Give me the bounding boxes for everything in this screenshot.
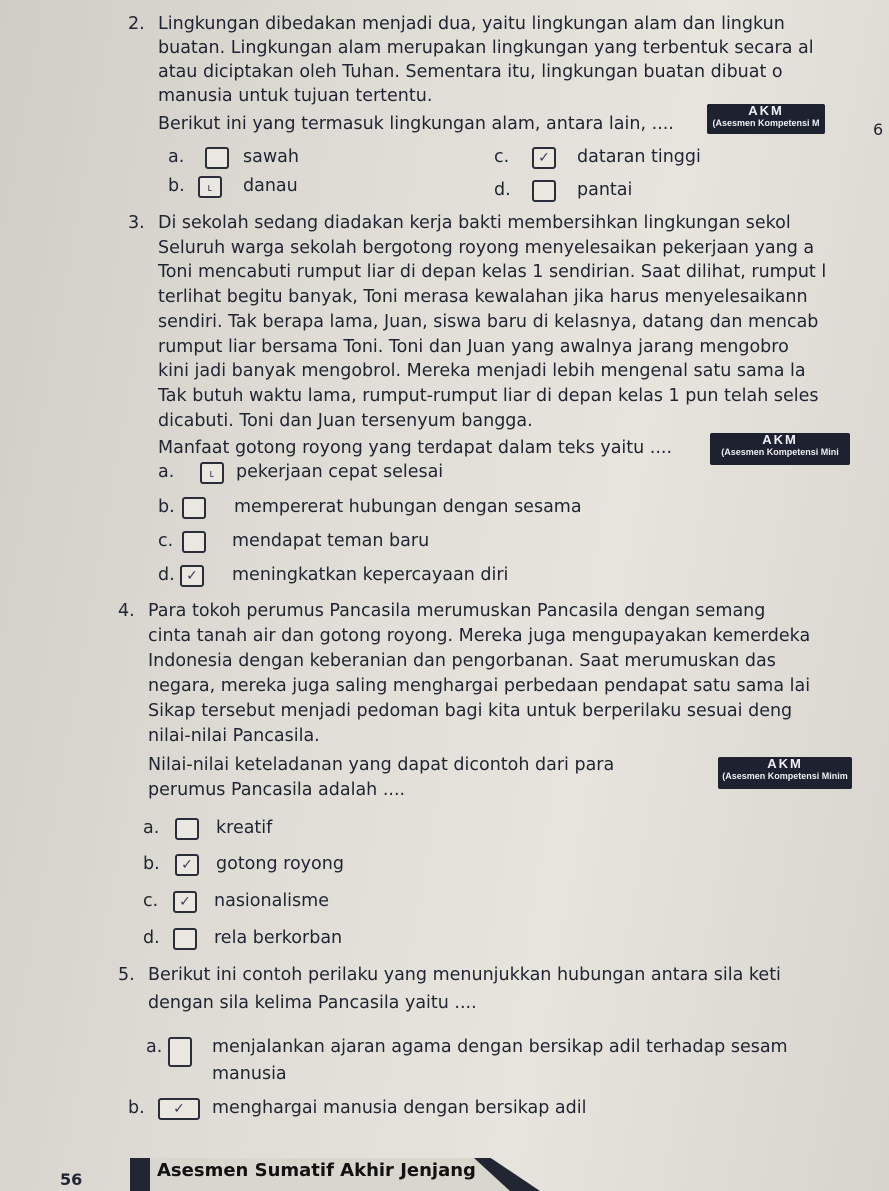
akm-subtitle: (Asesmen Kompetensi Mini <box>721 447 839 457</box>
answer-checkbox[interactable] <box>182 497 206 519</box>
question-text-line: negara, mereka juga saling menghargai perbedaan pendapat satu sama lai <box>148 676 811 696</box>
option-text: rela berkorban <box>214 928 343 948</box>
question-text-line: Sikap tersebut menjadi pedoman bagi kita untuk berperilaku sesuai deng <box>148 701 793 721</box>
option-text: mempererat hubungan dengan sesama <box>234 497 582 517</box>
question-text-line: manusia untuk tujuan tertentu. <box>158 86 433 106</box>
option-letter: a. <box>143 818 160 838</box>
answer-checkbox[interactable] <box>168 1037 192 1067</box>
option-letter: a. <box>146 1037 163 1057</box>
akm-title: AKM <box>762 433 798 447</box>
question-number: 4. <box>118 601 135 621</box>
answer-checkbox[interactable] <box>173 928 197 950</box>
option-letter: c. <box>143 891 159 911</box>
option-letter: b. <box>158 497 175 517</box>
option-text-continued: manusia <box>212 1064 287 1084</box>
answer-checkbox[interactable]: ✓ <box>180 565 204 587</box>
question-prompt: perumus Pancasila adalah .... <box>148 780 406 800</box>
question-number: 5. <box>118 965 135 985</box>
akm-badge <box>718 757 852 789</box>
question-text-line: kini jadi banyak mengobrol. Mereka menjadi lebih mengenal satu sama la <box>158 361 806 381</box>
option-letter: a. <box>158 462 175 482</box>
option-text: dataran tinggi <box>577 147 701 167</box>
option-text: nasionalisme <box>214 891 329 911</box>
answer-checkbox[interactable]: ✓ <box>532 147 556 169</box>
option-text: meningkatkan kepercayaan diri <box>232 565 509 585</box>
question-text-line: buatan. Lingkungan alam merupakan lingkungan yang terbentuk secara al <box>158 38 814 58</box>
question-prompt: dengan sila kelima Pancasila yaitu .... <box>148 993 477 1013</box>
answer-checkbox[interactable]: ✓ <box>173 891 197 913</box>
question-text-line: sendiri. Tak berapa lama, Juan, siswa baru di kelasnya, datang dan mencab <box>158 312 819 332</box>
question-prompt: Berikut ini yang termasuk lingkungan alam, antara lain, .... <box>158 114 674 134</box>
akm-subtitle: (Asesmen Kompetensi Minim <box>722 771 848 781</box>
question-text-line: cinta tanah air dan gotong royong. Mereka juga mengupayakan kemerdeka <box>148 626 811 646</box>
answer-checkbox[interactable]: ✓ <box>175 854 199 876</box>
question-text-line: Toni mencabuti rumput liar di depan kelas 1 sendirian. Saat dilihat, rumput l <box>158 262 827 282</box>
akm-badge <box>710 433 850 465</box>
side-page-number: 6 <box>873 120 884 139</box>
question-text-line: Para tokoh perumus Pancasila merumuskan Pancasila dengan semang <box>148 601 766 621</box>
option-letter: d. <box>494 180 511 200</box>
option-letter: d. <box>158 565 175 585</box>
question-number: 2. <box>128 14 145 34</box>
question-text-line: terlihat begitu banyak, Toni merasa kewalahan jika harus menyelesaikann <box>158 287 808 307</box>
option-letter: d. <box>143 928 160 948</box>
option-text: gotong royong <box>216 854 344 874</box>
answer-checkbox[interactable]: ˪ <box>200 462 224 484</box>
akm-title: AKM <box>767 757 803 771</box>
option-letter: a. <box>168 147 185 167</box>
option-text: danau <box>243 176 298 196</box>
option-letter: c. <box>158 531 174 551</box>
question-text-line: Lingkungan dibedakan menjadi dua, yaitu lingkungan alam dan lingkun <box>158 14 785 34</box>
option-letter: c. <box>494 147 510 167</box>
option-text: kreatif <box>216 818 273 838</box>
question-text-line: dicabuti. Toni dan Juan tersenyum bangga. <box>158 411 533 431</box>
question-text-line: Di sekolah sedang diadakan kerja bakti membersihkan lingkungan sekol <box>158 213 791 233</box>
answer-checkbox[interactable] <box>182 531 206 553</box>
question-text-line: rumput liar bersama Toni. Toni dan Juan yang awalnya jarang mengobro <box>158 337 789 357</box>
answer-checkbox[interactable] <box>205 147 229 169</box>
option-text: pekerjaan cepat selesai <box>236 462 444 482</box>
akm-title: AKM <box>748 104 784 118</box>
question-text-line: Berikut ini contoh perilaku yang menunjukkan hubungan antara sila keti <box>148 965 781 985</box>
answer-checkbox[interactable]: ✓ <box>158 1098 200 1120</box>
question-text-line: Indonesia dengan keberanian dan pengorbanan. Saat merumuskan das <box>148 651 776 671</box>
footer-title: Asesmen Sumatif Akhir Jenjang <box>157 1160 476 1181</box>
option-text: pantai <box>577 180 633 200</box>
option-text: sawah <box>243 147 299 167</box>
akm-badge <box>707 104 825 134</box>
question-text-line: Tak butuh waktu lama, rumput-rumput liar di depan kelas 1 pun telah seles <box>158 386 819 406</box>
question-text-line: atau diciptakan oleh Tuhan. Sementara itu, lingkungan buatan dibuat o <box>158 62 783 82</box>
answer-checkbox[interactable]: ˪ <box>198 176 222 198</box>
answer-checkbox[interactable] <box>532 180 556 202</box>
option-text: mendapat teman baru <box>232 531 430 551</box>
question-text-line: Nilai-nilai keteladanan yang dapat dicontoh dari para <box>148 755 615 775</box>
answer-checkbox[interactable] <box>175 818 199 840</box>
question-number: 3. <box>128 213 145 233</box>
option-letter: b. <box>128 1098 145 1118</box>
option-letter: b. <box>168 176 185 196</box>
option-text: menjalankan ajaran agama dengan bersikap adil terhadap sesam <box>212 1037 788 1057</box>
akm-subtitle: (Asesmen Kompetensi M <box>712 118 820 128</box>
question-text-line: Seluruh warga sekolah bergotong royong menyelesaikan pekerjaan yang a <box>158 238 815 258</box>
option-letter: b. <box>143 854 160 874</box>
page-number: 56 <box>60 1170 83 1189</box>
question-prompt: Manfaat gotong royong yang terdapat dalam teks yaitu .... <box>158 438 673 458</box>
question-text-line: nilai-nilai Pancasila. <box>148 726 320 746</box>
option-text: menghargai manusia dengan bersikap adil <box>212 1098 587 1118</box>
